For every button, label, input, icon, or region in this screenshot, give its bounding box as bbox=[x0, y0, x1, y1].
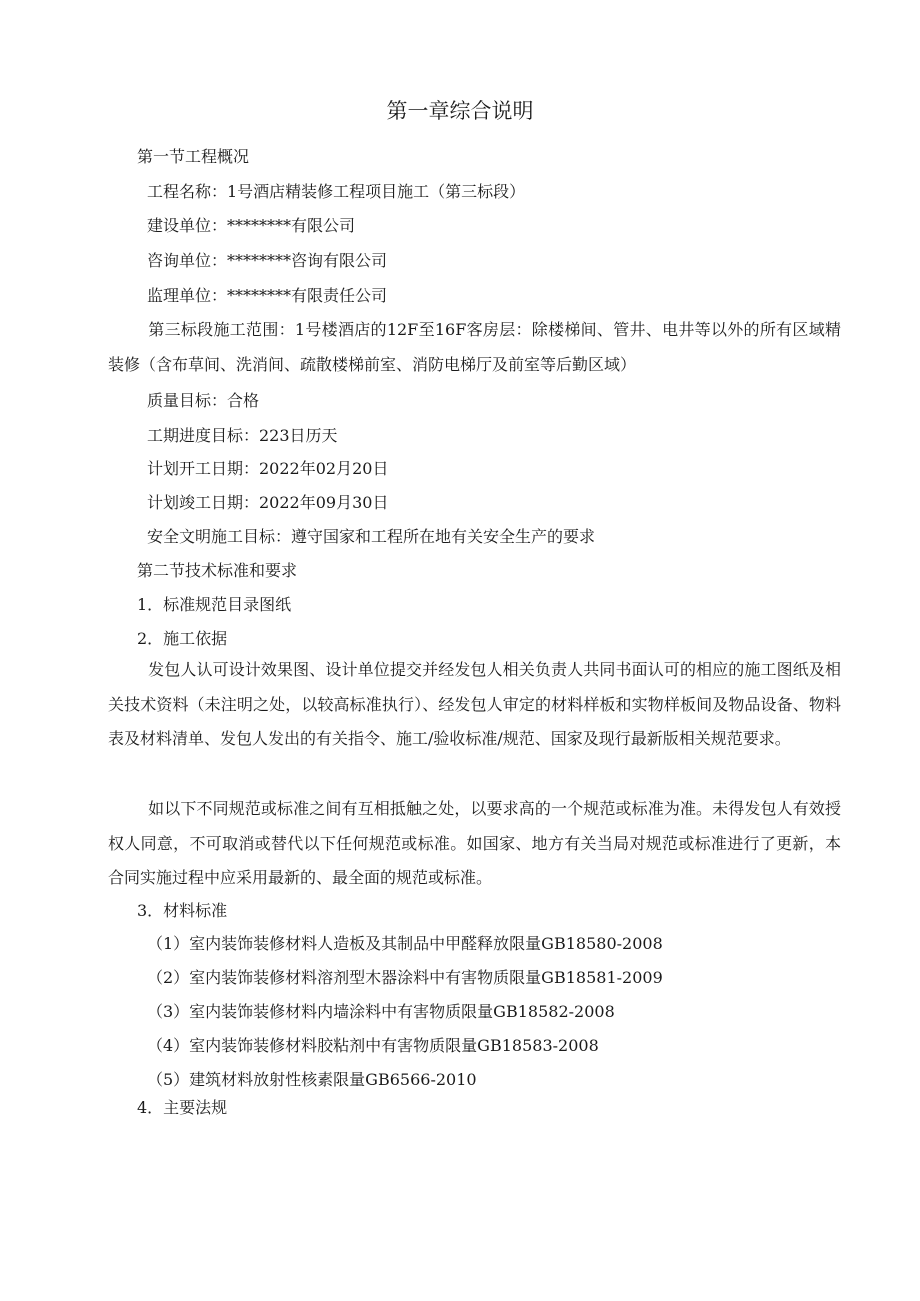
project-name-line: 工程名称：1号酒店精装修工程项目施工（第三标段） bbox=[147, 182, 526, 201]
consultant-line: 咨询单位：********咨询有限公司 bbox=[147, 251, 388, 270]
standard-item: （2）室内装饰装修材料溶剂型木器涂料中有害物质限量GB18581-2009 bbox=[147, 968, 663, 987]
supervisor-line: 监理单位：********有限责任公司 bbox=[147, 286, 388, 305]
standard-item: （3）室内装饰装修材料内墙涂料中有害物质限量GB18582-2008 bbox=[147, 1002, 615, 1021]
scope-text: 第三标段施工范围：1号楼酒店的12F至16F客房层：除楼梯间、管井、电井等以外的所有区域精装修（含布草间、洗消间、疏散楼梯前室、消防电梯厅及前室等后勤区域） bbox=[108, 320, 841, 374]
chapter-title: 第一章综合说明 bbox=[386, 99, 534, 123]
conflict-paragraph bbox=[108, 792, 841, 896]
schedule-line: 工期进度目标：223日历天 bbox=[147, 426, 338, 445]
section-heading-1: 第一节工程概况 bbox=[137, 147, 250, 166]
list-item-4: 4．主要法规 bbox=[137, 1098, 228, 1117]
scope-paragraph bbox=[108, 313, 841, 382]
list-item-1: 1．标准规范目录图纸 bbox=[137, 595, 292, 614]
basis-text: 发包人认可设计效果图、设计单位提交并经发包人相关负责人共同书面认可的相应的施工图纸及相关技术资料（未注明之处，以较高标准执行）、经发包人审定的材料样板和实物样板间及物品设备、物料表及材料清单、发包人发出的有关指令、施工/验收标准/规范、国家及现行最新版相关规范要求。 bbox=[108, 660, 841, 748]
section-heading-2: 第二节技术标准和要求 bbox=[137, 561, 298, 580]
builder-line: 建设单位：********有限公司 bbox=[147, 216, 356, 235]
quality-line: 质量目标：合格 bbox=[147, 391, 260, 410]
list-item-2: 2．施工依据 bbox=[137, 629, 228, 648]
start-date-line: 计划开工日期：2022年02月20日 bbox=[147, 459, 389, 478]
conflict-text: 如以下不同规范或标准之间有互相抵触之处，以要求高的一个规范或标准为准。未得发包人有效授权人同意，不可取消或替代以下任何规范或标准。如国家、地方有关当局对规范或标准进行了更新，本合同实施过程中应采用最新的、最全面的规范或标准。 bbox=[108, 799, 841, 887]
standard-item: （5）建筑材料放射性核素限量GB6566-2010 bbox=[147, 1070, 477, 1089]
standard-item: （1）室内装饰装修材料人造板及其制品中甲醛释放限量GB18580-2008 bbox=[147, 934, 663, 953]
standard-item: （4）室内装饰装修材料胶粘剂中有害物质限量GB18583-2008 bbox=[147, 1036, 599, 1055]
basis-paragraph bbox=[108, 653, 841, 757]
list-item-3: 3．材料标准 bbox=[137, 901, 228, 920]
finish-date-line: 计划竣工日期：2022年09月30日 bbox=[147, 493, 389, 512]
safety-line: 安全文明施工目标：遵守国家和工程所在地有关安全生产的要求 bbox=[147, 527, 596, 546]
